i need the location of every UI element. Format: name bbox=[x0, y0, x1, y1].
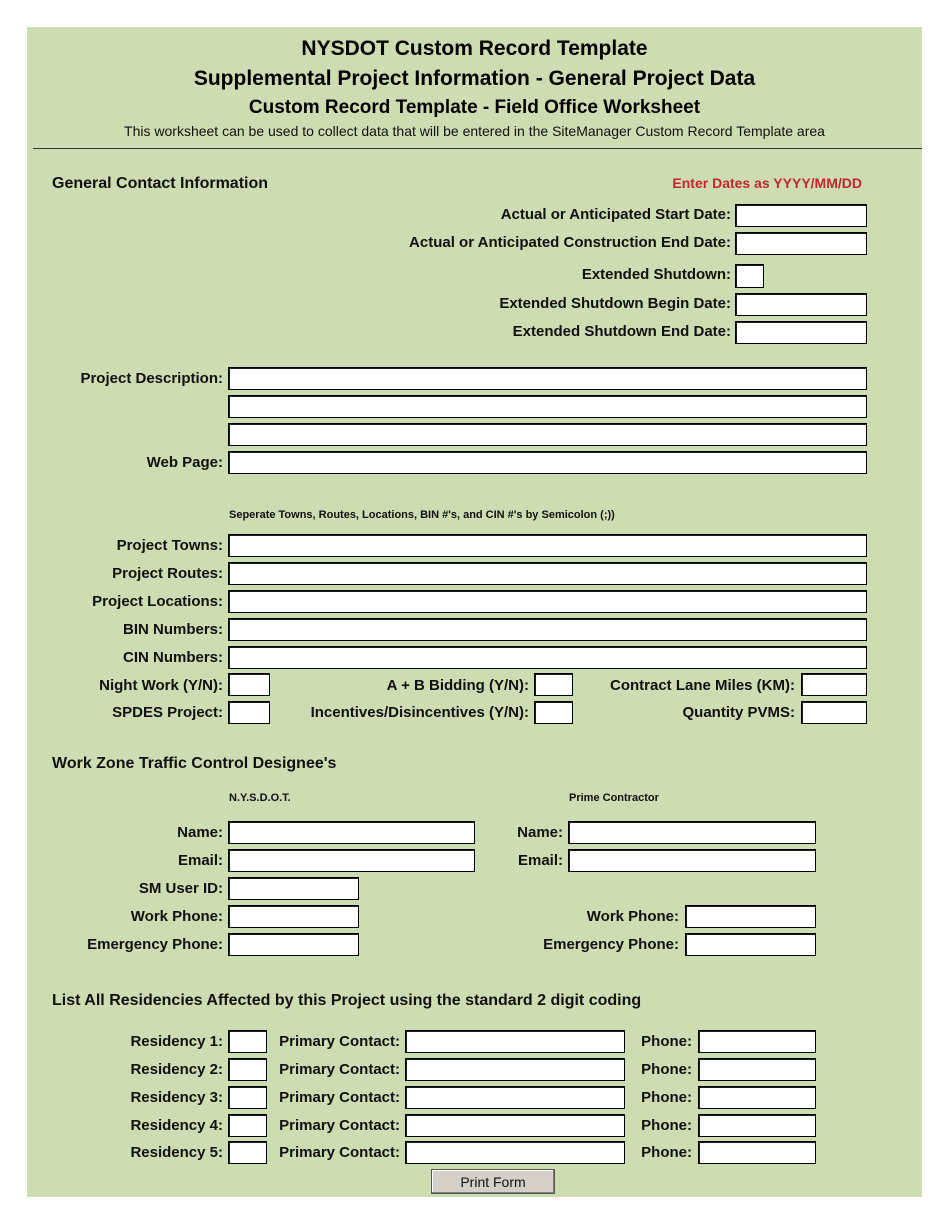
prime-name-field[interactable] bbox=[568, 821, 816, 844]
print-form-button[interactable]: Print Form bbox=[431, 1169, 555, 1194]
residency-label: Residency 3: bbox=[130, 1089, 223, 1106]
primary-contact-label: Primary Contact: bbox=[279, 1061, 400, 1078]
project-description-field-2[interactable] bbox=[228, 395, 867, 418]
ab-bidding-field[interactable] bbox=[534, 673, 573, 696]
ext-shutdown-field[interactable] bbox=[735, 264, 764, 288]
sm-user-id-label: SM User ID: bbox=[138, 880, 223, 897]
cin-numbers-label: CIN Numbers: bbox=[122, 649, 223, 666]
start-date-label: Actual or Anticipated Start Date: bbox=[500, 206, 731, 223]
start-date-field[interactable] bbox=[735, 204, 867, 227]
prime-email-field[interactable] bbox=[568, 849, 816, 872]
bin-numbers-field[interactable] bbox=[228, 618, 867, 641]
residencies-heading: List All Residencies Affected by this Project using the standard 2 digit coding bbox=[52, 992, 642, 1009]
residency-phone-field[interactable] bbox=[698, 1086, 816, 1109]
nysdot-name-field[interactable] bbox=[228, 821, 475, 844]
lane-miles-field[interactable] bbox=[801, 673, 867, 696]
spdes-label: SPDES Project: bbox=[112, 704, 223, 721]
residency-code-field[interactable] bbox=[228, 1086, 267, 1109]
residency-code-field[interactable] bbox=[228, 1030, 267, 1053]
project-routes-label: Project Routes: bbox=[112, 565, 223, 582]
form-title: NYSDOT Custom Record Template bbox=[301, 37, 648, 60]
pvms-field[interactable] bbox=[801, 701, 867, 724]
separator-note: Seperate Towns, Routes, Locations, BIN #'s, and CIN #'s by Semicolon (;)) bbox=[229, 509, 615, 521]
residency-code-field[interactable] bbox=[228, 1141, 267, 1164]
phone-label: Phone: bbox=[641, 1117, 692, 1134]
ext-begin-label: Extended Shutdown Begin Date: bbox=[499, 295, 731, 312]
primary-contact-label: Primary Contact: bbox=[279, 1033, 400, 1050]
prime-emergency-phone-field[interactable] bbox=[685, 933, 816, 956]
project-towns-field[interactable] bbox=[228, 534, 867, 557]
primary-contact-field[interactable] bbox=[405, 1030, 625, 1053]
general-contact-heading: General Contact Information bbox=[52, 175, 269, 192]
primary-contact-label: Primary Contact: bbox=[279, 1089, 400, 1106]
residency-label: Residency 2: bbox=[130, 1061, 223, 1078]
ext-shutdown-label: Extended Shutdown: bbox=[581, 266, 731, 283]
end-date-field[interactable] bbox=[735, 232, 867, 255]
form-description: This worksheet can be used to collect data that will be entered in the SiteManager Custom Record Template area bbox=[124, 123, 825, 139]
residency-label: Residency 5: bbox=[130, 1144, 223, 1161]
ext-begin-field[interactable] bbox=[735, 293, 867, 316]
project-description-label: Project Description: bbox=[80, 370, 223, 387]
form-subtitle-2: Custom Record Template - Field Office Worksheet bbox=[248, 97, 701, 118]
prime-work-phone-field[interactable] bbox=[685, 905, 816, 928]
prime-emergency-phone-label: Emergency Phone: bbox=[543, 936, 679, 953]
nysdot-work-phone-label: Work Phone: bbox=[130, 908, 223, 925]
nysdot-email-field[interactable] bbox=[228, 849, 475, 872]
residency-phone-field[interactable] bbox=[698, 1114, 816, 1137]
header-divider bbox=[33, 148, 922, 149]
nysdot-name-label: Name: bbox=[177, 824, 223, 841]
date-format-note: Enter Dates as YYYY/MM/DD bbox=[672, 175, 862, 191]
project-description-field-3[interactable] bbox=[228, 423, 867, 446]
form-subtitle-1: Supplemental Project Information - General Project Data bbox=[193, 67, 756, 90]
project-towns-label: Project Towns: bbox=[116, 537, 223, 554]
prime-name-label: Name: bbox=[517, 824, 563, 841]
phone-label: Phone: bbox=[641, 1089, 692, 1106]
lane-miles-label: Contract Lane Miles (KM): bbox=[609, 677, 795, 694]
spdes-field[interactable] bbox=[228, 701, 270, 724]
incentives-label: Incentives/Disincentives (Y/N): bbox=[310, 704, 529, 721]
primary-contact-field[interactable] bbox=[405, 1086, 625, 1109]
residency-phone-field[interactable] bbox=[698, 1058, 816, 1081]
project-locations-label: Project Locations: bbox=[92, 593, 223, 610]
project-locations-field[interactable] bbox=[228, 590, 867, 613]
residency-phone-field[interactable] bbox=[698, 1141, 816, 1164]
phone-label: Phone: bbox=[641, 1144, 692, 1161]
end-date-label: Actual or Anticipated Construction End Date: bbox=[409, 234, 731, 251]
pvms-label: Quantity PVMS: bbox=[682, 704, 795, 721]
project-description-field-1[interactable] bbox=[228, 367, 867, 390]
nysdot-email-label: Email: bbox=[177, 852, 223, 869]
residency-label: Residency 4: bbox=[130, 1117, 223, 1134]
primary-contact-field[interactable] bbox=[405, 1058, 625, 1081]
night-work-label: Night Work (Y/N): bbox=[99, 677, 223, 694]
primary-contact-label: Primary Contact: bbox=[279, 1144, 400, 1161]
ab-bidding-label: A + B Bidding (Y/N): bbox=[386, 677, 529, 694]
residency-phone-field[interactable] bbox=[698, 1030, 816, 1053]
residency-label: Residency 1: bbox=[130, 1033, 223, 1050]
prime-contractor-column-label: Prime Contractor bbox=[569, 792, 659, 804]
primary-contact-field[interactable] bbox=[405, 1114, 625, 1137]
nysdot-column-label: N.Y.S.D.O.T. bbox=[229, 792, 291, 804]
nysdot-emergency-phone-field[interactable] bbox=[228, 933, 359, 956]
nysdot-work-phone-field[interactable] bbox=[228, 905, 359, 928]
sm-user-id-field[interactable] bbox=[228, 877, 359, 900]
bin-numbers-label: BIN Numbers: bbox=[122, 621, 223, 638]
cin-numbers-field[interactable] bbox=[228, 646, 867, 669]
nysdot-emergency-phone-label: Emergency Phone: bbox=[87, 936, 223, 953]
phone-label: Phone: bbox=[641, 1061, 692, 1078]
work-zone-heading: Work Zone Traffic Control Designee's bbox=[52, 755, 337, 772]
web-page-field[interactable] bbox=[228, 451, 867, 474]
ext-end-field[interactable] bbox=[735, 321, 867, 344]
incentives-field[interactable] bbox=[534, 701, 573, 724]
night-work-field[interactable] bbox=[228, 673, 270, 696]
residency-code-field[interactable] bbox=[228, 1058, 267, 1081]
primary-contact-field[interactable] bbox=[405, 1141, 625, 1164]
primary-contact-label: Primary Contact: bbox=[279, 1117, 400, 1134]
prime-work-phone-label: Work Phone: bbox=[586, 908, 679, 925]
phone-label: Phone: bbox=[641, 1033, 692, 1050]
prime-email-label: Email: bbox=[517, 852, 563, 869]
web-page-label: Web Page: bbox=[146, 454, 223, 471]
project-routes-field[interactable] bbox=[228, 562, 867, 585]
form-sheet bbox=[27, 27, 922, 1197]
ext-end-label: Extended Shutdown End Date: bbox=[512, 323, 731, 340]
residency-code-field[interactable] bbox=[228, 1114, 267, 1137]
